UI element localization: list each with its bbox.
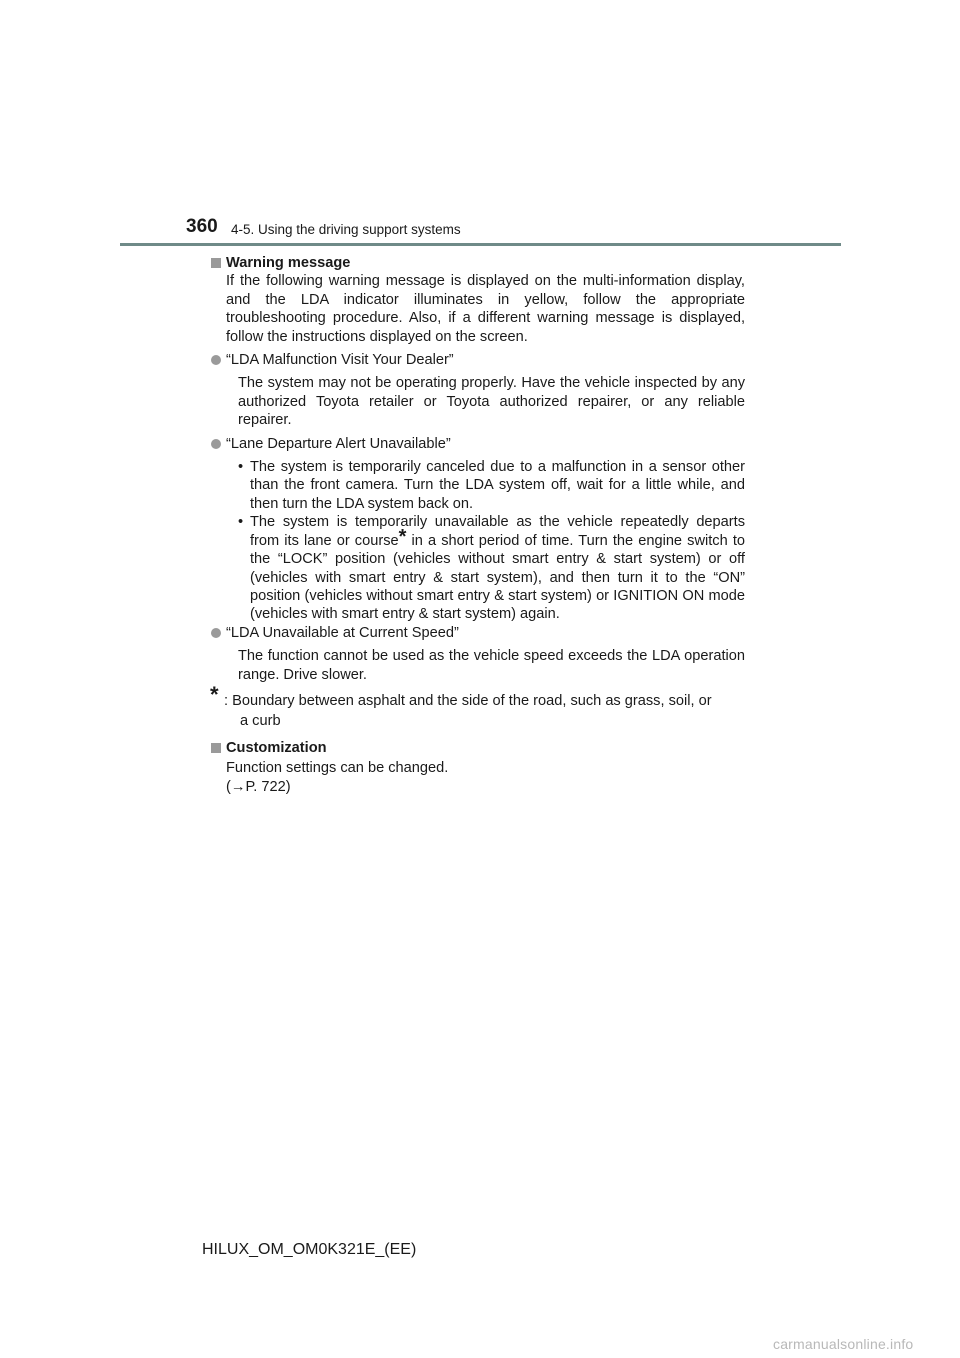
page-content (210, 254, 745, 796)
message-title: “LDA Unavailable at Current Speed” (226, 624, 459, 641)
customization-text: Function settings can be changed. (226, 760, 449, 777)
sub-item-text-a: The system is temporarily unavailable as the vehicle repeatedly departs from its lane or course (250, 514, 745, 549)
message-text: The function cannot be used as the vehicle speed exceeds the LDA operation range. Drive slower. (238, 648, 745, 683)
circle-bullet-icon (211, 439, 221, 449)
page-reference-link[interactable]: (→P. 722) (226, 778, 291, 795)
sub-item (210, 458, 745, 513)
square-bullet-icon (211, 743, 221, 753)
message-title: “LDA Malfunction Visit Your Dealer” (226, 352, 454, 369)
warning-heading (210, 254, 745, 272)
section-title: 4-5. Using the driving support systems (231, 222, 461, 237)
header-rule (120, 243, 841, 246)
square-bullet-icon (211, 258, 221, 268)
dot-mark: • (238, 459, 244, 476)
customization-heading (210, 739, 745, 757)
dot-mark: • (238, 514, 244, 531)
sub-item-text-b: in a short period of time. Turn the engine switch to the “LOCK” position (vehicles without smart entry & start system) or off (vehicles with smart entry & start system), and then turn it to the “ON” position (vehicles without smart entry & start system) or IGNITION ON mode (vehicles with smart entry & start system) again. (250, 532, 745, 623)
footnote-text-b: a curb (240, 713, 281, 730)
sub-item-text: The system is temporarily canceled due to a malfunction in a sensor other than the front camera. Turn the LDA system off, wait for a little while, and then turn the LDA system back on. (250, 459, 745, 512)
warning-intro: If the following warning message is displayed on the multi-information display, and the LDA indicator illuminates in yellow, follow the appropriate troubleshooting procedure. Also, if a different warning message is displayed, follow the instructions displayed on the screen. (226, 273, 745, 345)
footnote-asterisk: * (210, 681, 219, 707)
warning-heading-text: Warning message (226, 255, 351, 271)
message-text: The system may not be operating properly. Have the vehicle inspected by any authorized Toyota retailer or Toyota authorized repairer, or any reliable repairer. (238, 375, 745, 429)
message-item (210, 624, 745, 642)
sub-item (210, 513, 745, 623)
customization-heading-text: Customization (226, 739, 327, 756)
circle-bullet-icon (211, 628, 221, 638)
message-item (210, 351, 745, 369)
asterisk-mark: * (398, 525, 407, 548)
footnote (210, 681, 745, 710)
watermark: carmanualsonline.info (773, 1336, 914, 1352)
message-item (210, 435, 745, 453)
document-code: HILUX_OM_OM0K321E_(EE) (202, 1241, 417, 1258)
circle-bullet-icon (211, 355, 221, 365)
message-title: “Lane Departure Alert Unavailable” (226, 435, 451, 452)
footnote-text-a: : Boundary between asphalt and the side of the road, such as grass, soil, or (224, 692, 712, 709)
page-number: 360 (186, 216, 218, 237)
